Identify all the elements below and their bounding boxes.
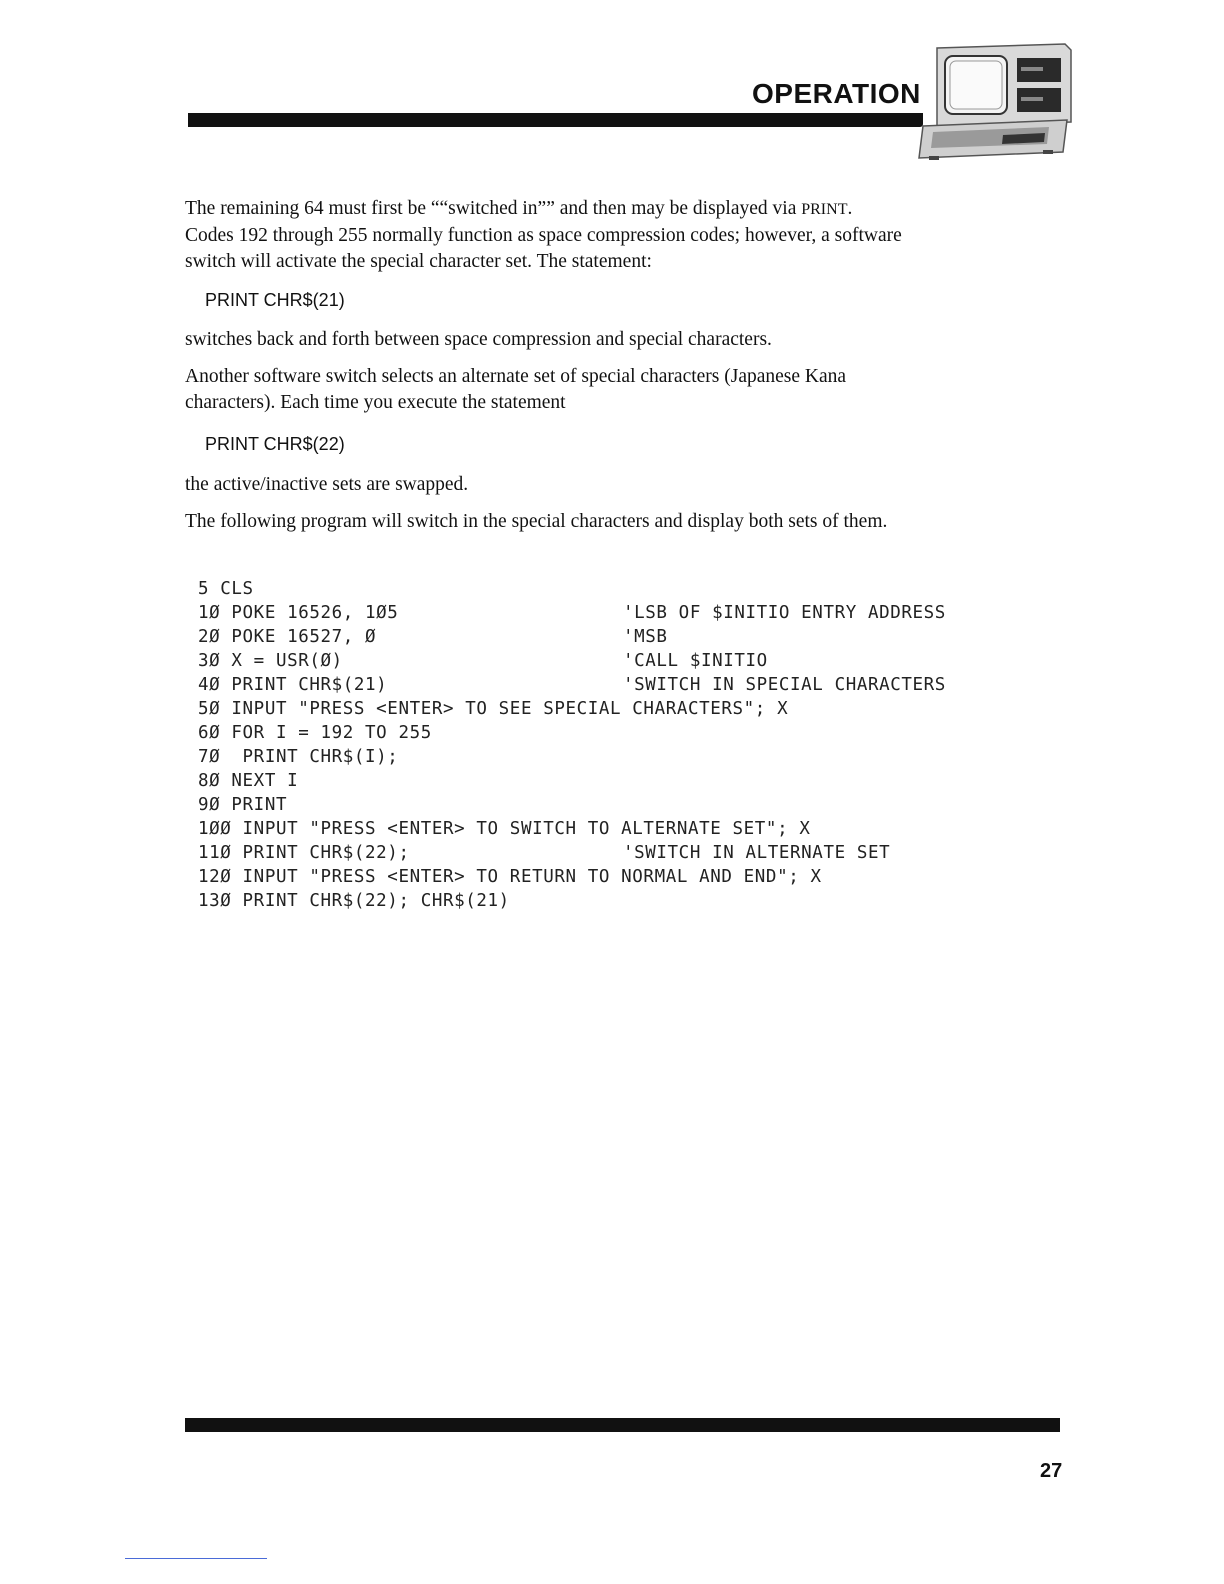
statement-chr22: PRINT CHR$(22) [205,434,345,454]
code-line [198,649,946,673]
switch-paragraph: switches back and forth between space compression and special characters. [185,329,772,350]
code-command: 11Ø PRINT CHR$(22); [198,843,410,863]
alternate-set-paragraph: Another software switch selects an alternate set of special characters (Japanese Kana characters). Each time you execute the statement [185,366,847,413]
computer-icon [915,40,1075,165]
code-command: 1Ø POKE 16526, 1Ø5 [198,603,399,623]
code-comment: 'MSB [623,627,668,647]
program-intro-paragraph: The following program will switch in the special characters and display both sets of them. [185,511,888,532]
code-line [198,673,946,697]
intro-text-rest: Codes 192 through 255 normally function as space compression codes; however, a software switch will activate the special character set. The statement: [185,225,902,272]
code-command: 6Ø FOR I = 192 TO 255 [198,723,432,743]
code-command: 9Ø PRINT [198,795,288,815]
code-comment: 'LSB OF $INITIO ENTRY ADDRESS [623,603,946,623]
code-command: 2Ø POKE 16527, Ø [198,627,377,647]
code-line [198,841,946,865]
code-command: 5 CLS [198,579,254,599]
code-line [198,625,946,649]
code-line [198,577,946,601]
code-command: 4Ø PRINT CHR$(21) [198,675,388,695]
page-number: 27 [1040,1460,1063,1482]
code-line [198,769,946,793]
code-command: 7Ø PRINT CHR$(I); [198,747,399,767]
code-line [198,793,946,817]
footer-rule [185,1418,1060,1432]
code-line [198,697,946,721]
code-comment: 'CALL $INITIO [623,651,768,671]
print-keyword: PRINT [801,201,848,218]
code-line [198,745,946,769]
code-command: 12Ø INPUT "PRESS <ENTER> TO RETURN TO NORMAL AND END"; X [198,867,822,887]
program-listing [198,577,946,913]
code-comment: 'SWITCH IN SPECIAL CHARACTERS [623,675,946,695]
code-command: 13Ø PRINT CHR$(22); CHR$(21) [198,891,510,911]
code-line [198,865,946,889]
bottom-divider [125,1558,267,1559]
section-title: OPERATION [752,78,921,109]
code-command: 8Ø NEXT I [198,771,299,791]
code-command: 5Ø INPUT "PRESS <ENTER> TO SEE SPECIAL CHARACTERS"; X [198,699,789,719]
swap-paragraph: the active/inactive sets are swapped. [185,474,469,495]
intro-paragraph [185,196,905,275]
code-line [198,601,946,625]
intro-period: . [847,198,853,219]
code-command: 1ØØ INPUT "PRESS <ENTER> TO SWITCH TO ALTERNATE SET"; X [198,819,811,839]
code-line [198,721,946,745]
code-line [198,889,946,913]
header-rule [188,113,923,127]
statement-chr21: PRINT CHR$(21) [205,290,345,310]
code-command: 3Ø X = USR(Ø) [198,651,343,671]
code-comment: 'SWITCH IN ALTERNATE SET [623,843,891,863]
code-line [198,817,946,841]
intro-text: The remaining 64 must first be ““switched in”” and then may be displayed via [185,198,802,219]
